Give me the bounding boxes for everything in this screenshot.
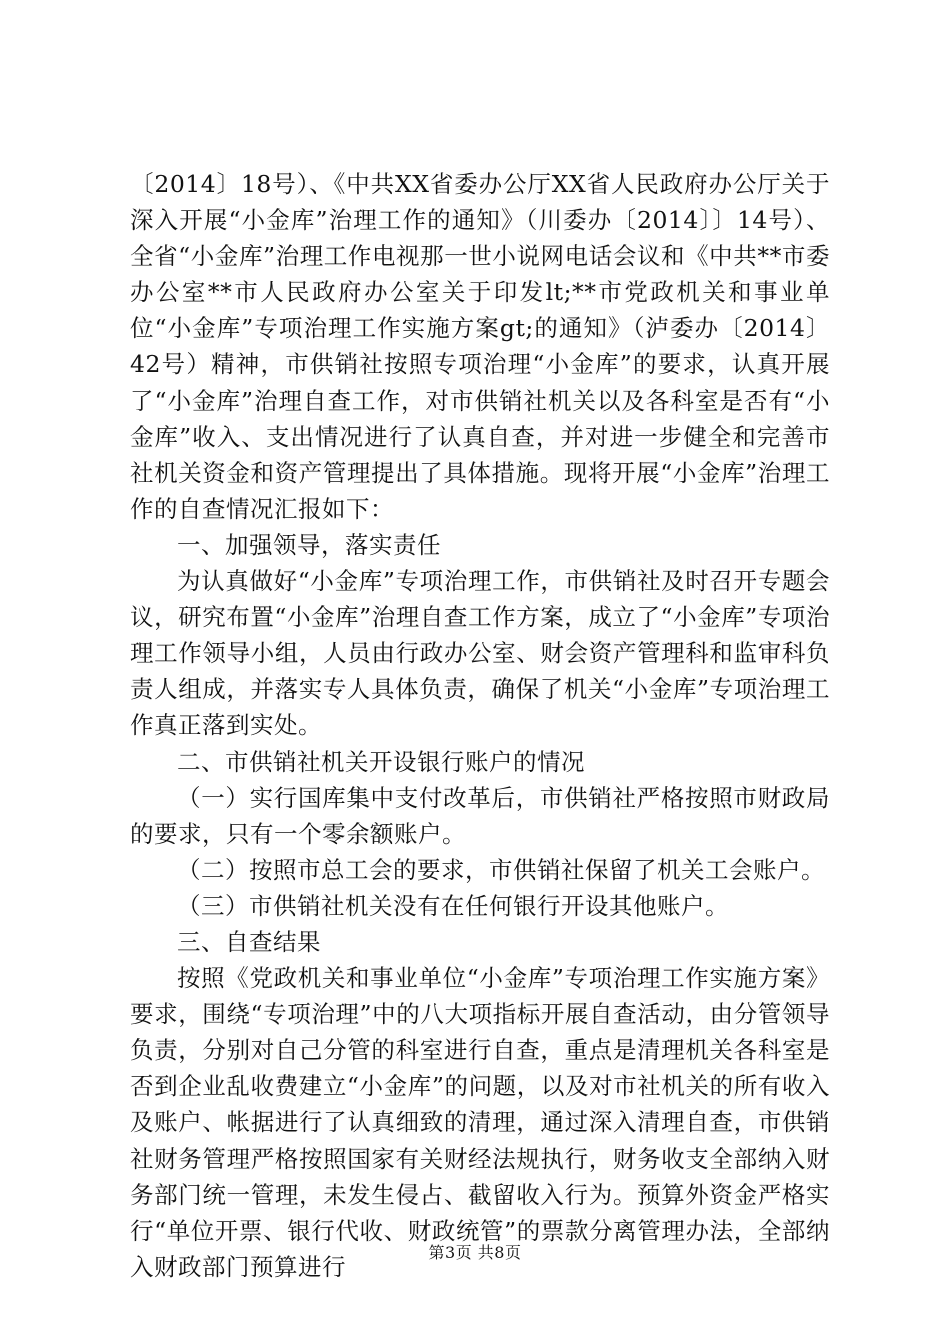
paragraph-intro: 〔2014〕18号）、《中共XX省委办公厅XX省人民政府办公厅关于深入开展“小金库”治理工作的通知》（川委办〔2014〕〕14号）、全省“小金库”治理工作电视那一世小说网电话会议和《中共**市委办公室**市人民政府办公室关于印发lt;**市党政机关和事业单位“小金库”专项治理工作实施方案gt;的通知》（泸委办〔2014〕42号）精神，市供销社按照专项治理“小金库”的要求，认真开展了“小金库”治理自查工作，对市供销社机关以及各科室是否有“小金库”收入、支出情况进行了认真自查，并对进一步健全和完善市社机关资金和资产管理提出了具体措施。现将开展“小金库”治理工作的自查情况汇报如下： bbox=[130, 170, 830, 523]
paragraph-item-2: （二）按照市总工会的要求，市供销社保留了机关工会账户。 bbox=[177, 855, 825, 884]
heading-section-2: 二、市供销社机关开设银行账户的情况 bbox=[177, 747, 585, 776]
paragraph-section-3: 按照《党政机关和事业单位“小金库”专项治理工作实施方案》要求，围绕“专项治理”中的八大项指标开展自查活动，由分管领导负责，分别对自己分管的科室进行自查，重点是清理机关各科室是否到企业乱收费建立“小金库”的问题，以及对市社机关的所有收入及账户、帐据进行了认真细致的清理，通过深入清理自查，市供销社财务管理严格按照国家有关财经法规执行，财务收支全部纳入财务部门统一管理，未发生侵占、截留收入行为。预算外资金严格实行“单位开票、银行代收、财政统管”的票款分离管理办法，全部纳入财政部门预算进行 bbox=[130, 964, 830, 1281]
document-body bbox=[130, 166, 830, 1285]
page-number-footer: 第3页 共8页 bbox=[428, 1243, 522, 1262]
paragraph-section-1: 为认真做好“小金库”专项治理工作，市供销社及时召开专题会议，研究布置“小金库”治理自查工作方案，成立了“小金库”专项治理工作领导小组，人员由行政办公室、财会资产管理科和监审科负责人组成，并落实专人具体负责，确保了机关“小金库”专项治理工作真正落到实处。 bbox=[130, 567, 830, 740]
paragraph-item-3: （三）市供销社机关没有在任何银行开设其他账户。 bbox=[177, 891, 729, 920]
heading-section-1: 一、加强领导，落实责任 bbox=[177, 530, 441, 559]
paragraph-item-1: （一）实行国库集中支付改革后，市供销社严格按照市财政局的要求，只有一个零余额账户。 bbox=[130, 783, 830, 848]
heading-section-3: 三、自查结果 bbox=[177, 927, 321, 956]
